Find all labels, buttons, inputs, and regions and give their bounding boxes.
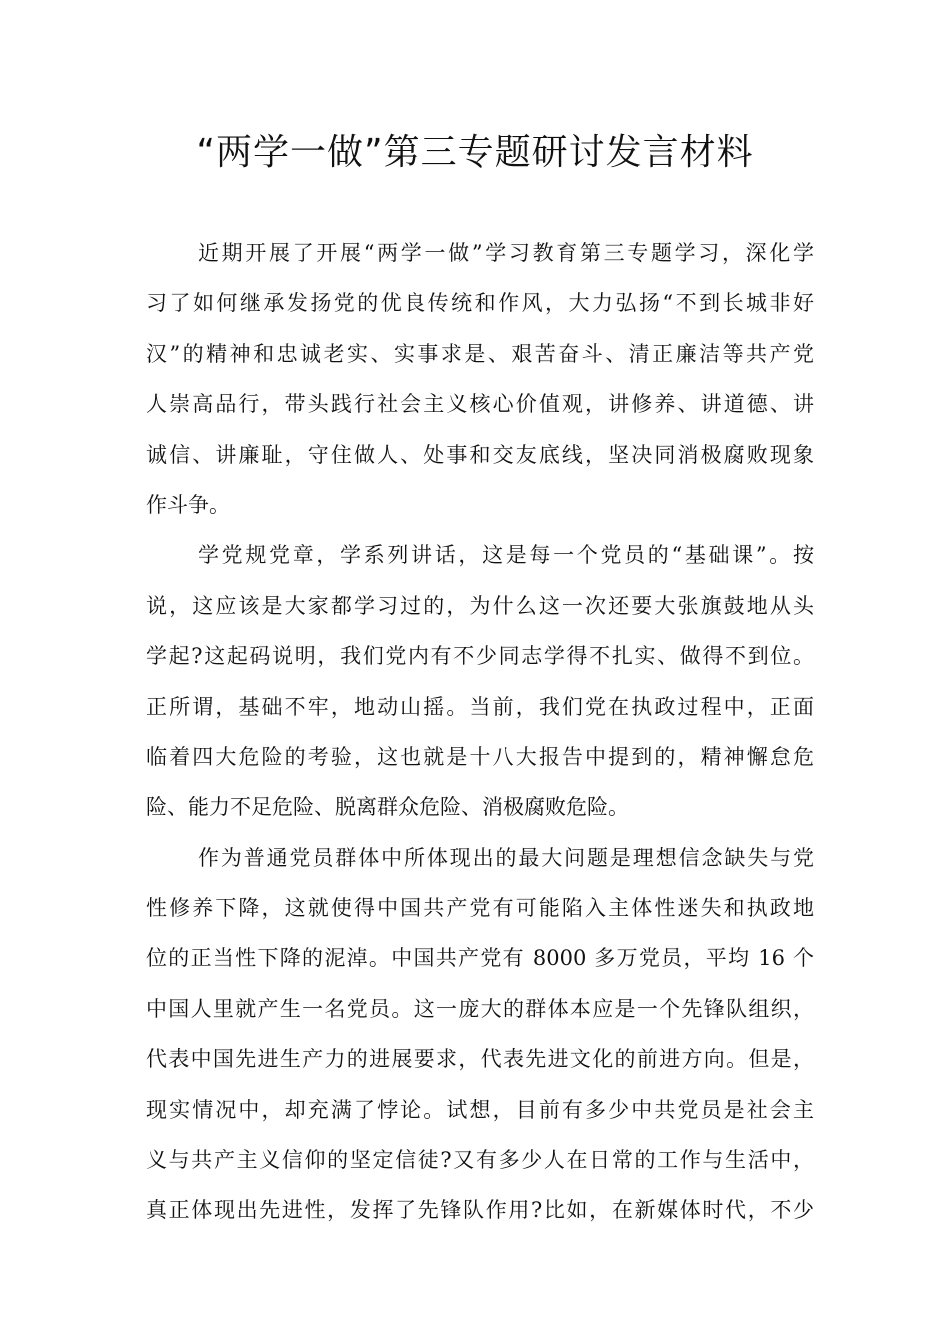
text-line: 临着四大危险的考验，这也就是十八大报告中提到的，精神懈怠危 bbox=[146, 744, 814, 769]
document-title: “两学一做”第三专题研讨发言材料 bbox=[196, 132, 754, 173]
text-line: 现实情况中，却充满了悖论。试想，目前有多少中共党员是社会主 bbox=[146, 1097, 814, 1122]
text-line: 中国人里就产生一名党员。这一庞大的群体本应是一个先锋队组织， bbox=[146, 996, 814, 1021]
text-line: 义与共产主义信仰的坚定信徒?又有多少人在日常的工作与生活中， bbox=[146, 1148, 814, 1173]
text-line: 作为普通党员群体中所体现出的最大问题是理想信念缺失与党 bbox=[198, 845, 814, 870]
text-line: 学起?这起码说明，我们党内有不少同志学得不扎实、做得不到位。 bbox=[146, 644, 814, 669]
paragraph-1 bbox=[146, 228, 814, 530]
document-body bbox=[146, 228, 814, 1236]
text-line: 险、能力不足危险、脱离群众危险、消极腐败危险。 bbox=[146, 795, 629, 820]
text-line: 学党规党章，学系列讲话，这是每一个党员的“基础课”。按 bbox=[198, 543, 814, 568]
text-line: 说，这应该是大家都学习过的，为什么这一次还要大张旗鼓地从头 bbox=[146, 593, 814, 618]
text-line: 正所谓，基础不牢，地动山摇。当前，我们党在执政过程中，正面 bbox=[146, 694, 814, 719]
text-line: 真正体现出先进性，发挥了先锋队作用?比如，在新媒体时代，不少 bbox=[146, 1198, 814, 1223]
text-line: 诚信、讲廉耻，守住做人、处事和交友底线，坚决同消极腐败现象 bbox=[146, 442, 814, 467]
text-line: 习了如何继承发扬党的优良传统和作风，大力弘扬“不到长城非好 bbox=[146, 291, 814, 316]
text-line: 汉”的精神和忠诚老实、实事求是、艰苦奋斗、清正廉洁等共产党 bbox=[146, 341, 814, 366]
paragraph-2 bbox=[146, 530, 814, 832]
text-line: 代表中国先进生产力的进展要求，代表先进文化的前进方向。但是， bbox=[146, 1047, 814, 1072]
text-line: 位的正当性下降的泥淖。中国共产党有 8000 多万党员，平均 16 个 bbox=[146, 946, 814, 971]
text-line: 性修养下降，这就使得中国共产党有可能陷入主体性迷失和执政地 bbox=[146, 896, 814, 921]
text-line: 作斗争。 bbox=[146, 492, 230, 517]
text-line: 近期开展了开展“两学一做”学习教育第三专题学习，深化学 bbox=[198, 241, 814, 265]
paragraph-3 bbox=[146, 833, 814, 1236]
text-line: 人崇高品行，带头践行社会主义核心价值观，讲修养、讲道德、讲 bbox=[146, 392, 814, 417]
